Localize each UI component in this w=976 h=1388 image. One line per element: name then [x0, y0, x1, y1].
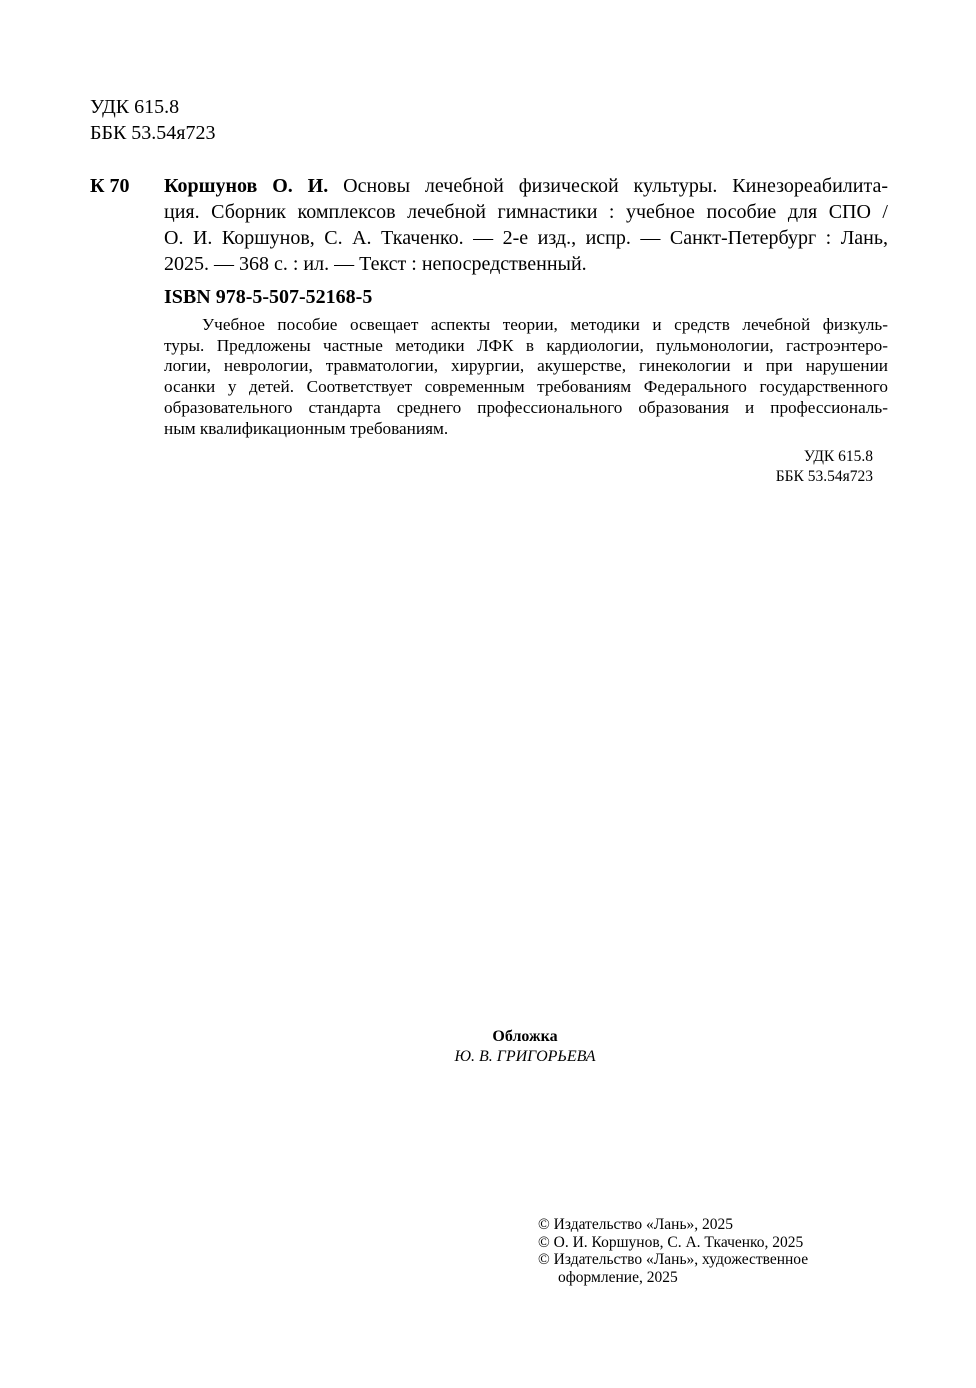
bbk-code: ББК 53.54я723: [775, 468, 873, 485]
annotation-line: Учебное пособие освещает аспекты теории, методики и средств лечебной физкуль-: [202, 315, 888, 334]
udk-code: УДК 615.8: [803, 448, 873, 465]
copyright-line: © Издательство «Лань», 2025: [538, 1216, 734, 1233]
copyright-line: © Издательство «Лань», художественное: [538, 1251, 809, 1268]
copyright-line: оформление, 2025: [558, 1268, 678, 1286]
annotation: [164, 315, 888, 439]
annotation-line: туры. Предложены частные методики ЛФК в кардиологии, пульмонологии, гастроэнтеро-: [164, 335, 888, 355]
copyright-line: © О. И. Коршунов, С. А. Ткаченко, 2025: [538, 1233, 804, 1251]
copyright-block: [538, 1216, 808, 1286]
author-mark: К 70: [90, 175, 130, 197]
classification-codes-top: [90, 94, 216, 146]
author-name: Коршунов О. И.: [164, 175, 329, 197]
isbn: ISBN 978-5-507-52168-5: [164, 286, 373, 308]
biblio-line-2: ция. Сборник комплексов лечебной гимнастики : учебное пособие для СПО /: [164, 201, 888, 223]
annotation-line: ным квалификационным требованиям.: [164, 418, 449, 438]
classification-codes-bottom: [720, 447, 873, 487]
biblio-line-3: О. И. Коршунов, С. А. Ткаченко. — 2-е изд., испр. — Санкт-Петербург : Лань,: [164, 227, 888, 249]
udk-code: УДК 615.8: [90, 96, 180, 118]
biblio-line-4: 2025. — 368 с. : ил. — Текст : непосредственный.: [164, 253, 587, 275]
cover-designer: Ю. В. ГРИГОРЬЕВА: [454, 1048, 596, 1065]
annotation-line: логии, неврологии, травматологии, хирургии, акушерстве, гинекологии и при нарушении: [164, 356, 888, 376]
annotation-line: образовательного стандарта среднего профессионального образования и профессиональ-: [164, 397, 888, 417]
cover-label: Обложка: [492, 1028, 558, 1045]
cover-credit: [400, 1027, 650, 1067]
annotation-line: осанки у детей. Соответствует современным требованиям Федерального государственного: [164, 377, 888, 397]
biblio-line-1: [164, 173, 888, 199]
bbk-code: ББК 53.54я723: [90, 122, 216, 144]
title-start: Основы лечебной физической культуры. Кинезореабилита-: [328, 175, 888, 197]
bibliographic-record: [164, 173, 888, 277]
